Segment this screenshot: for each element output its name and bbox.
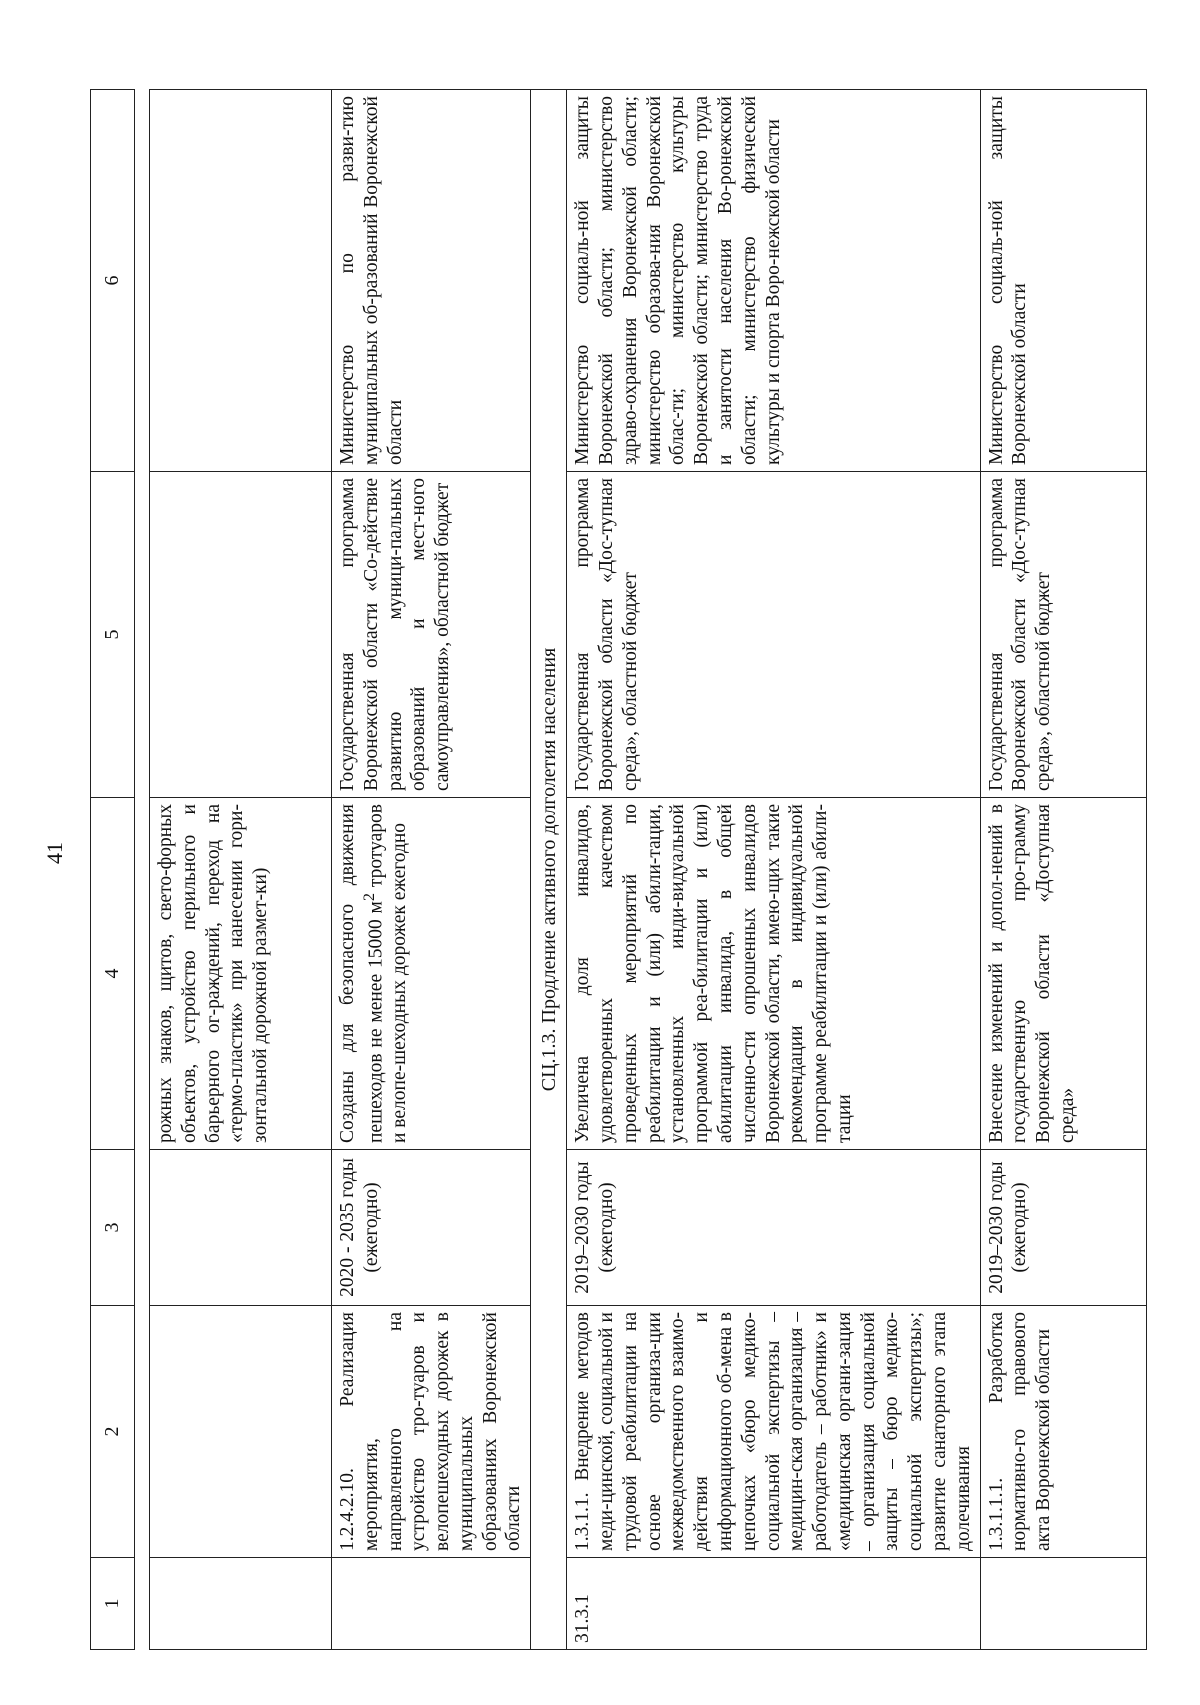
cell-responsible: [150, 90, 332, 472]
cell-measure: 1.3.1.1.1. Разработка нормативно-го правового акта Воронежской области: [980, 1306, 1146, 1558]
cell-period: 2020 - 2035 годы (ежегодно): [332, 1150, 531, 1306]
header-col-5: 5: [91, 472, 135, 798]
header-col-1: 1: [91, 1558, 135, 1650]
cell-responsible: Министерство по разви-тию муниципальных об-разований Воронежской области: [332, 90, 531, 472]
table-row-31-3-1: [567, 90, 980, 1650]
cell-source: [150, 472, 332, 798]
header-col-2: 2: [91, 1306, 135, 1558]
cell-source: Государственная программа Воронежской области «Дос-тупная среда», областной бюджет: [980, 472, 1146, 798]
measures-table: [90, 89, 1147, 1650]
section-title: СЦ.1.3. Продление активного долголетия населения: [531, 90, 567, 1650]
cell-result: Внесение изменений и допол-нений в государственную про-грамму Воронежской области «Доступная среда»: [980, 798, 1146, 1150]
cell-result-superscript: 2: [359, 892, 378, 902]
table-row-continuation: [150, 90, 332, 1650]
cell-result: рожных знаков, щитов, свето-форных объектов, устройство перильного и барьерного ог-раждений, переход на «термо-пластик» при нанесении гори-зонтальной дорожной размет-ки): [150, 798, 332, 1150]
header-col-3: 3: [91, 1150, 135, 1306]
header-row: [91, 90, 135, 1650]
cell-responsible: Министерство социаль-ной защиты Воронежской области: [980, 90, 1146, 472]
header-col-4: 4: [91, 798, 135, 1150]
cell-result-text: Созданы для безопасного движения пешеходов не менее 15000 м: [337, 804, 387, 1143]
cell-source: Государственная программа Воронежской области «Дос-тупная среда», областной бюджет: [567, 472, 980, 798]
cell-number: [332, 1558, 531, 1650]
rotated-landscape-table: [90, 90, 1120, 1650]
cell-number: [150, 1558, 332, 1650]
cell-period: 2019–2030 годы (ежегодно): [567, 1150, 980, 1306]
cell-source: Государственная программа Воронежской области «Со-действие развитию муници-пальных образований и мест-ного самоуправления», областной бюджет: [332, 472, 531, 798]
page-number: 41: [42, 842, 67, 864]
cell-result-text-end: тротуаров и велопе-шеходных дорожек ежегодно: [365, 803, 411, 1143]
cell-result: [332, 798, 531, 1150]
cell-number: 31.3.1: [567, 1558, 980, 1650]
table-row-1-3-1-1-1: [980, 90, 1146, 1650]
cell-result: Увеличена доля инвалидов, удовлетворенных качеством проведенных мероприятий по реабилитации и (или) абили-тации, установленных инди-видуальной программой реа-билитации и (или) абилитации инвалида, в общей численно-сти опрошенных инвалидов Воронежской области, имею-щих такие рекомендации в индивидуальной программе реабилитации и (или) абили-тации: [567, 798, 980, 1150]
cell-measure: [150, 1306, 332, 1558]
section-row: [531, 90, 567, 1650]
cell-period: 2019–2030 годы (ежегодно): [980, 1150, 1146, 1306]
cell-measure: 1.3.1.1. Внедрение методов меди-цинской, социальной и трудовой реабилитации на основе организа-ции межведомственного взаимо-действия и информационного об-мена в цепочках «бюро медико-социальной экспертизы – медицин-ская организация – работодатель – работник» и «медицинская органи-зация – организация социальной защиты – бюро медико-социальной экспертизы»; развитие санаторного этапа долечивания: [567, 1306, 980, 1558]
table-row-1-2-4-2-10: [332, 90, 531, 1650]
header-gap: [135, 90, 150, 1650]
header-col-6: 6: [91, 90, 135, 472]
cell-number: [980, 1558, 1146, 1650]
cell-responsible: Министерство социаль-ной защиты Воронежской области; министерство здраво-охранения Воронежской области; министерство образова-ния Воронежской облас-ти; министерство культуры Воронежской области; министерство труда и занятости населения Во-ронежской области; министерство физической культуры и спорта Воро-нежской области: [567, 90, 980, 472]
cell-measure: 1.2.4.2.10. Реализация мероприятия, направленного на устройство тро-туаров и велопешеходных дорожек в муниципальных образованиях Воронежской области: [332, 1306, 531, 1558]
cell-period: [150, 1150, 332, 1306]
